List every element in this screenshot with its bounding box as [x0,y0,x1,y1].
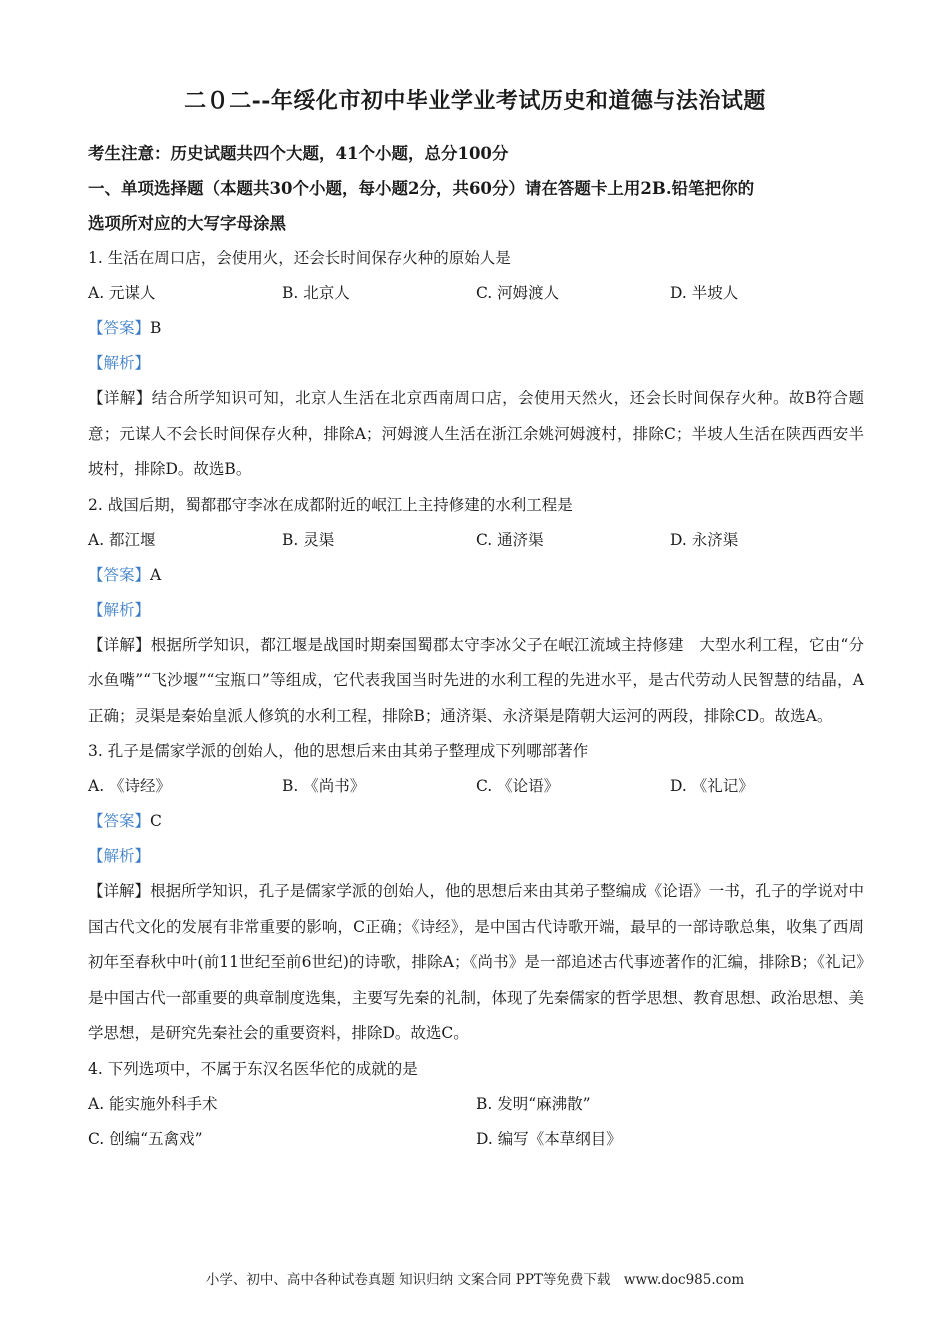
option-c: C. 通济渠 [476,530,544,549]
section-heading-line1: 一、单项选择题（本题共30个小题，每小题2分，共60分）请在答题卡上用2B.铅笔把你的 [88,179,755,198]
exam-content [88,136,864,1157]
option-c: C. 《论语》 [476,777,560,795]
question-options [88,769,864,804]
option-d: D. 半坡人 [670,284,739,302]
question-options [88,523,864,558]
answer-line [88,558,864,593]
question-options-row-2 [88,1122,864,1157]
option-c: C. 河姆渡人 [476,284,560,302]
analysis-label: 【解析】 [88,847,151,865]
option-d: D. 《礼记》 [670,777,754,795]
answer-value: C [150,812,162,830]
question-stem: 4. 下列选项中，不属于东汉名医华佗的成就的是 [88,1059,418,1078]
option-b: B. 发明“麻沸散” [476,1094,591,1113]
question-options [88,276,864,311]
question-options-row-1 [88,1087,864,1122]
question-stem: 3. 孔子是儒家学派的创始人，他的思想后来由其弟子整理成下列哪部著作 [88,742,589,760]
exam-title: 二０二--年绥化市初中毕业学业考试历史和道德与法治试题 [184,88,766,114]
question-1 [88,241,864,488]
option-c: C. 创编“五禽戏” [88,1129,203,1148]
question-2 [88,488,864,735]
option-a: A. 都江堰 [88,530,156,549]
option-d: D. 编写《本草纲目》 [476,1129,622,1148]
option-a: A. 《诗经》 [88,777,172,795]
answer-line [88,804,864,839]
section-heading-line2: 选项所对应的大写字母涂黑 [88,214,286,233]
option-a: A. 元谋人 [88,284,156,302]
question-stem: 2. 战国后期，蜀都郡守李冰在成都附近的岷江上主持修建的水利工程是 [88,495,573,514]
question-stem: 1. 生活在周口店，会使用火，还会长时间保存火种的原始人是 [88,249,511,267]
answer-label: 【答案】 [88,812,151,830]
option-b: B. 北京人 [282,284,350,302]
answer-detail: 【详解】结合所学知识可知，北京人生活在北京西南周口店，会使用天然火，还会长时间保存火种。故B符合题意；元谋人不会长时间保存火种，排除A；河姆渡人生活在浙江余姚河姆渡村，排除C；半坡人生活在陕西西安半坡村，排除D。故选B。 [88,389,864,478]
question-4 [88,1052,864,1157]
answer-detail: 【详解】根据所学知识，孔子是儒家学派的创始人，他的思想后来由其弟子整编成《论语》一书，孔子的学说对中国古代文化的发展有非常重要的影响，C正确；《诗经》，是中国古代诗歌开端，最早的一部诗歌总集，收集了西周初年至春秋中叶(前11世纪至前6世纪)的诗歌，排除A；《尚书》是一部追述古代事迹著作的汇编，排除B；《礼记》是中国古代一部重要的典章制度选集，主要写先秦的礼制，体现了先秦儒家的哲学思想、教育思想、政治思想、美学思想，是研究先秦社会的重要资料，排除D。故选C。 [88,882,864,1042]
answer-detail: 【详解】根据所学知识，都江堰是战国时期秦国蜀郡太守李冰父子在岷江流域主持修建 大型水利工程，它由“分水鱼嘴”“飞沙堰”“宝瓶口”等组成，它代表我国当时先进的水利工程的先进水平，是古代劳动人民智慧的结晶，A正确；灵渠是秦始皇派人修筑的水利工程，排除B；通济渠、永济渠是隋朝大运河的两段，排除CD。故选A。 [88,635,864,725]
option-d: D. 永济渠 [670,530,739,549]
answer-line [88,311,864,346]
answer-label: 【答案】 [88,565,151,584]
analysis-label: 【解析】 [88,600,151,619]
analysis-label: 【解析】 [88,354,151,372]
answer-value: A [150,565,162,584]
page-footer: 小学、初中、高中各种试卷真题 知识归纳 文案合同 PPT等免费下载 www.doc985.com [205,1272,745,1288]
answer-label: 【答案】 [88,319,151,337]
question-3 [88,734,864,1052]
option-a: A. 能实施外科手术 [88,1094,218,1113]
option-b: B. 灵渠 [282,530,335,549]
option-b: B. 《尚书》 [282,777,366,795]
exam-notice: 考生注意：历史试题共四个大题，41个小题，总分100分 [88,144,509,163]
answer-value: B [150,319,162,337]
